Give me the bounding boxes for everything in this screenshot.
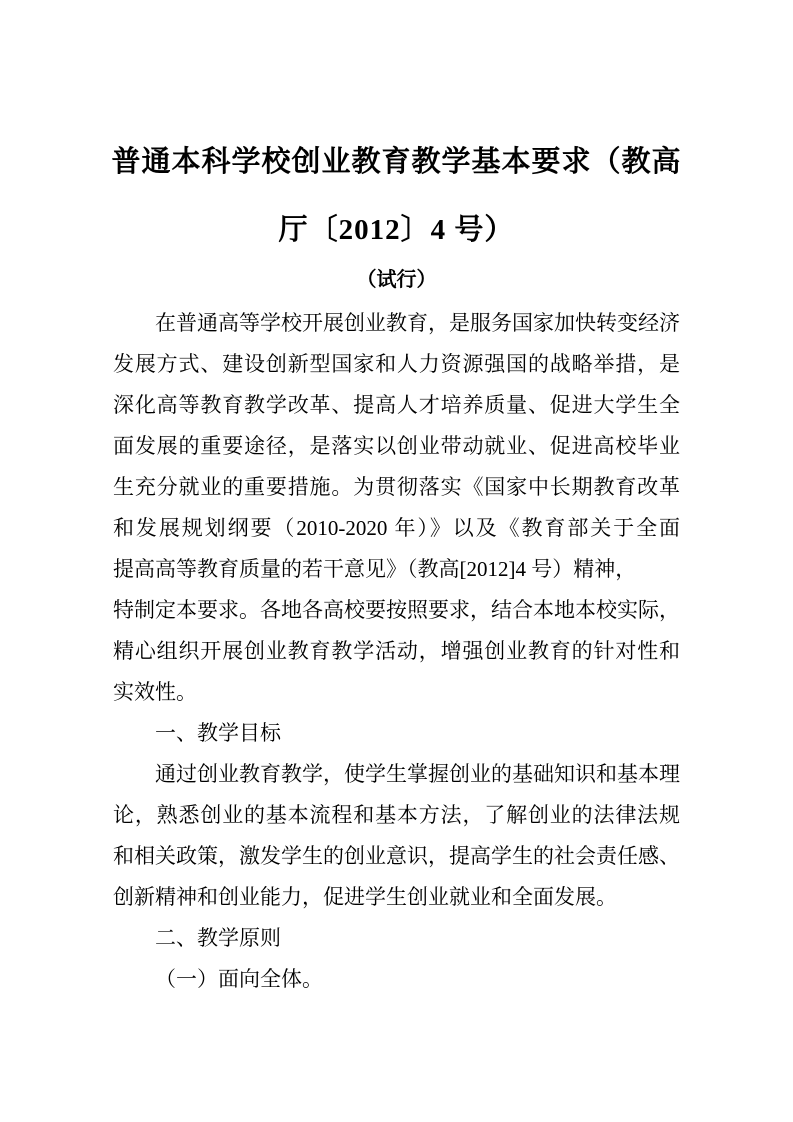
title-line-2: 厅〔2012〕4 号）: [278, 214, 515, 246]
body-line: 和发展规划纲要（2010-2020 年）》以及《教育部关于全面: [113, 516, 680, 540]
body-line: 创新精神和创业能力，促进学生创业就业和全面发展。: [113, 885, 617, 909]
section-heading-teaching-goals: 一、教学目标: [155, 721, 281, 745]
body-line: 面发展的重要途径，是落实以创业带动就业、促进高校毕业: [113, 434, 680, 458]
body-line: 精心组织开展创业教育教学活动，增强创业教育的针对性和: [113, 639, 680, 663]
body-line: 在普通高等学校开展创业教育，是服务国家加快转变经济: [155, 311, 680, 335]
body-line: 生充分就业的重要措施。为贯彻落实《国家中长期教育改革: [113, 475, 680, 499]
section-heading-teaching-principles: 二、教学原则: [155, 926, 281, 950]
body-line: 实效性。: [113, 680, 197, 704]
body-line: 提高高等教育质量的若干意见》（教高[2012]4 号）精神，: [113, 557, 637, 581]
body-line: 通过创业教育教学，使学生掌握创业的基础知识和基本理: [155, 762, 680, 786]
title-line-1: 普通本科学校创业教育教学基本要求（教高: [111, 146, 682, 178]
subsection-heading-all-students: （一）面向全体。: [155, 967, 323, 991]
body-line: 和相关政策，激发学生的创业意识，提高学生的社会责任感、: [113, 844, 680, 868]
body-line: 深化高等教育教学改革、提高人才培养质量、促进大学生全: [113, 393, 680, 417]
body-line: 发展方式、建设创新型国家和人力资源强国的战略举措，是: [113, 352, 680, 376]
document-body: [113, 303, 680, 1000]
body-line: 特制定本要求。各地各高校要按照要求，结合本地本校实际，: [113, 598, 680, 622]
document-subtitle: （试行）: [356, 269, 437, 291]
body-line: 论，熟悉创业的基本流程和基本方法，了解创业的法律法规: [113, 803, 680, 827]
document-title: [106, 128, 687, 264]
